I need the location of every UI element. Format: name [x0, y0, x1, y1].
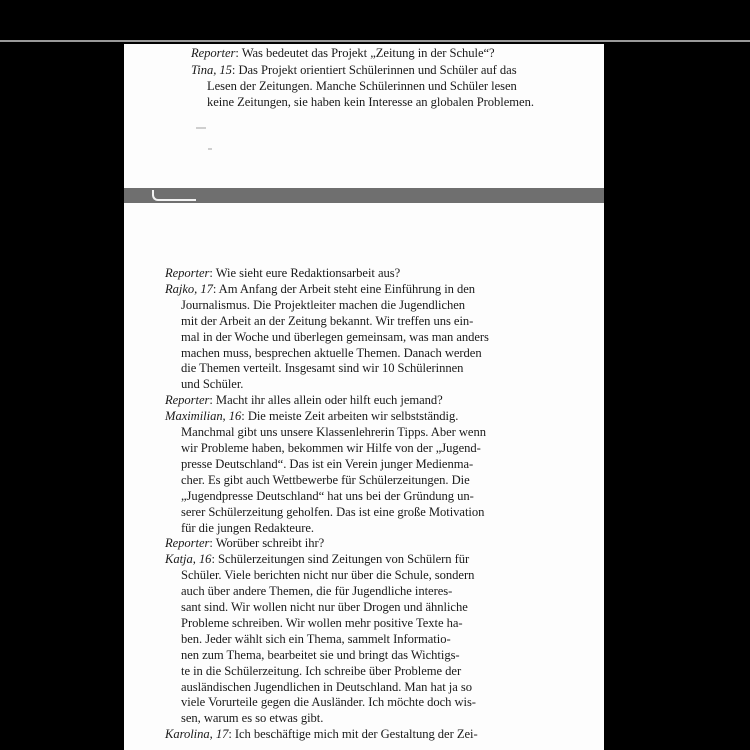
text-line: mal in der Woche und überlegen gemeinsam, was man anders — [181, 329, 489, 344]
text-line: „Jugendpresse Deutschland“ hat uns bei der Gründung un- — [181, 488, 474, 503]
interview-text — [165, 266, 489, 743]
text-line: sant sind. Wir wollen nicht nur über Drogen und ähnliche — [181, 600, 468, 615]
text-line: Tina, 15: Das Projekt orientiert Schülerinnen und Schüler auf das — [191, 63, 517, 77]
text-line: Lesen der Zeitungen. Manche Schülerinnen und Schüler lesen — [207, 78, 517, 93]
text-line: nen zum Thema, bearbeitet sie und bringt das Wichtigs- — [181, 647, 460, 662]
text-line: Probleme schreiben. Wir wollen mehr positive Texte ha- — [181, 615, 463, 630]
scan-smudge — [208, 148, 212, 150]
text-line: ausländischen Jugendlichen in Deutschland. Man hat ja so — [181, 679, 472, 694]
band-notch — [152, 190, 196, 201]
text-line: Maximilian, 16: Die meiste Zeit arbeiten wir selbstständig. — [165, 409, 459, 424]
text-line: te in die Schülerzeitung. Ich schreibe über Probleme der — [181, 663, 462, 678]
speaker-name: Reporter — [191, 46, 236, 60]
text-line: Journalismus. Die Projektleiter machen die Jugendlichen — [181, 297, 466, 312]
speaker-name: Maximilian, 16 — [165, 409, 242, 424]
text-line: mit der Arbeit an der Zeitung bekannt. Wir treffen uns ein- — [181, 313, 474, 328]
dialogue-entry — [191, 46, 495, 62]
text-line: keine Zeitungen, sie haben kein Interesse an globalen Problemen. — [207, 94, 534, 109]
text-line: serer Schülerzeitung geholfen. Das ist eine große Motivation — [181, 504, 485, 519]
text-line: ben. Jeder wählt sich ein Thema, sammelt Informatio- — [181, 631, 451, 646]
text-line: Reporter: Was bedeutet das Projekt „Zeitung in der Schule“? — [191, 46, 495, 60]
text-line: machen muss, besprechen aktuelle Themen. Danach werden — [181, 345, 482, 360]
text-line: viele Vorurteile gegen die Ausländer. Ich möchte doch wis- — [181, 695, 476, 710]
text-line: und Schüler. — [181, 377, 244, 392]
page-main-section — [124, 203, 604, 750]
speaker-name: Reporter — [165, 536, 210, 551]
gray-band-divider — [124, 188, 604, 203]
text-line: die Themen verteilt. Insgesamt sind wir 10 Schülerinnen — [181, 361, 464, 376]
top-divider-line — [0, 40, 750, 42]
text-line: Rajko, 17: Am Anfang der Arbeit steht eine Einführung in den — [165, 281, 476, 296]
text-line: wir Probleme haben, bekommen wir Hilfe von der „Jugend- — [181, 440, 481, 455]
text-line: cher. Es gibt auch Wettbewerbe für Schülerzeitungen. Die — [181, 472, 470, 487]
scan-smudge — [196, 127, 206, 129]
text-line: Reporter: Macht ihr alles allein oder hilft euch jemand? — [165, 393, 443, 408]
text-line: Manchmal gibt uns unsere Klassenlehrerin Tipps. Aber wenn — [181, 425, 486, 440]
text-line: Katja, 16: Schülerzeitungen sind Zeitungen von Schülern für — [165, 552, 470, 567]
speaker-name: Katja, 16 — [165, 552, 212, 567]
dialogue-entry — [191, 63, 534, 111]
speaker-name: Tina, 15 — [191, 63, 232, 77]
text-line: Reporter: Worüber schreibt ihr? — [165, 536, 325, 551]
text-line: Karolina, 17: Ich beschäftige mich mit der Gestaltung der Zei- — [165, 727, 478, 742]
speaker-name: Rajko, 17 — [165, 281, 213, 296]
speaker-name: Karolina, 17 — [165, 727, 229, 742]
speaker-name: Reporter — [165, 393, 210, 408]
page-top-section — [124, 44, 604, 188]
text-line: auch über andere Themen, die für Jugendliche interes- — [181, 584, 453, 599]
text-line: für die jungen Redakteure. — [181, 520, 314, 535]
speaker-name: Reporter — [165, 266, 210, 280]
text-line: presse Deutschland“. Das ist ein Verein junger Medienma- — [181, 456, 474, 471]
text-line: Reporter: Wie sieht eure Redaktionsarbeit aus? — [165, 266, 401, 280]
text-line: Schüler. Viele berichten nicht nur über die Schule, sondern — [181, 568, 475, 583]
text-line: sen, warum es so etwas gibt. — [181, 711, 324, 726]
